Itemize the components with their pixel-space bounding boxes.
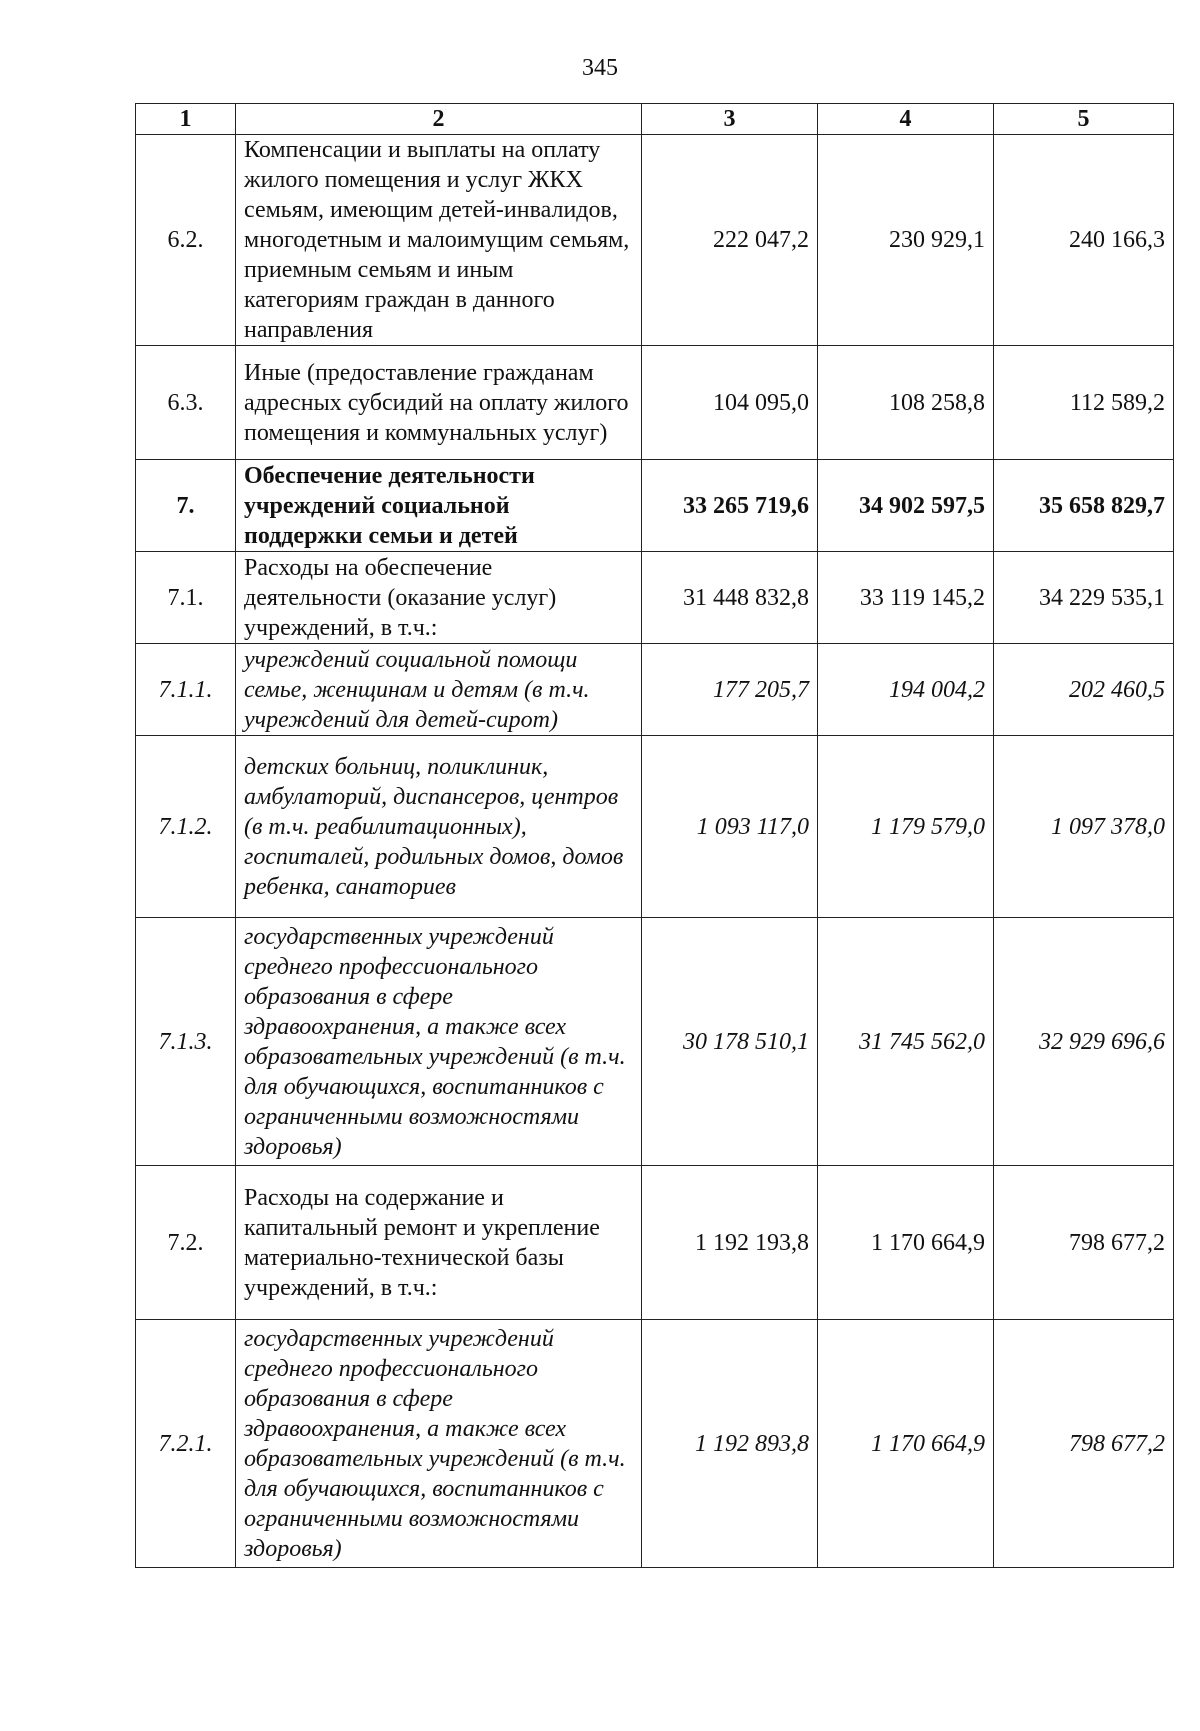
row-code: 7.2.1. bbox=[136, 1320, 236, 1568]
row-value-3: 177 205,7 bbox=[642, 644, 818, 736]
header-col-5: 5 bbox=[994, 104, 1174, 135]
row-value-3: 1 192 893,8 bbox=[642, 1320, 818, 1568]
table-row bbox=[136, 644, 1174, 736]
row-description: детских больниц, поликлиник, амбулаторий, диспансеров, центров (в т.ч. реабилитационных), госпиталей, родильных домов, домов ребенка, санаториев bbox=[236, 736, 642, 918]
row-value-5: 798 677,2 bbox=[994, 1320, 1174, 1568]
row-value-3: 31 448 832,8 bbox=[642, 552, 818, 644]
row-value-4: 33 119 145,2 bbox=[818, 552, 994, 644]
row-description: государственных учреждений среднего профессионального образования в сфере здравоохранения, а также всех образовательных учреждений (в т.ч. для обучающихся, воспитанников с ограниченными возможностями здоровья) bbox=[236, 1320, 642, 1568]
row-description: Обеспечение деятельности учреждений социальной поддержки семьи и детей bbox=[236, 460, 642, 552]
table-row bbox=[136, 1320, 1174, 1568]
row-description: Компенсации и выплаты на оплату жилого помещения и услуг ЖКХ семьям, имеющим детей-инвалидов, многодетным и малоимущим семьям, приемным семьям и иным категориям граждан в данного направления bbox=[236, 135, 642, 346]
row-value-4: 1 170 664,9 bbox=[818, 1166, 994, 1320]
row-value-3: 104 095,0 bbox=[642, 346, 818, 460]
page-number: 345 bbox=[582, 55, 618, 81]
row-value-3: 1 192 193,8 bbox=[642, 1166, 818, 1320]
budget-table bbox=[135, 103, 1174, 1568]
table-row bbox=[136, 918, 1174, 1166]
row-description: государственных учреждений среднего профессионального образования в сфере здравоохранения, а также всех образовательных учреждений (в т.ч. для обучающихся, воспитанников с ограниченными возможностями здоровья) bbox=[236, 918, 642, 1166]
table-row bbox=[136, 346, 1174, 460]
table-row bbox=[136, 135, 1174, 346]
table-row bbox=[136, 736, 1174, 918]
row-code: 7.1.3. bbox=[136, 918, 236, 1166]
row-description: Расходы на содержание и капитальный ремонт и укрепление материально-технической базы учреждений, в т.ч.: bbox=[236, 1166, 642, 1320]
table-header bbox=[136, 104, 1174, 135]
table-body bbox=[136, 135, 1174, 1568]
row-code: 7.2. bbox=[136, 1166, 236, 1320]
header-col-2: 2 bbox=[236, 104, 642, 135]
row-value-4: 108 258,8 bbox=[818, 346, 994, 460]
row-value-5: 202 460,5 bbox=[994, 644, 1174, 736]
header-col-4: 4 bbox=[818, 104, 994, 135]
row-value-3: 222 047,2 bbox=[642, 135, 818, 346]
table-row bbox=[136, 1166, 1174, 1320]
table-row bbox=[136, 552, 1174, 644]
header-col-3: 3 bbox=[642, 104, 818, 135]
row-value-5: 240 166,3 bbox=[994, 135, 1174, 346]
table-row bbox=[136, 460, 1174, 552]
row-value-3: 33 265 719,6 bbox=[642, 460, 818, 552]
row-value-5: 112 589,2 bbox=[994, 346, 1174, 460]
row-code: 6.3. bbox=[136, 346, 236, 460]
row-value-4: 194 004,2 bbox=[818, 644, 994, 736]
header-col-1: 1 bbox=[136, 104, 236, 135]
row-value-4: 1 170 664,9 bbox=[818, 1320, 994, 1568]
row-value-3: 30 178 510,1 bbox=[642, 918, 818, 1166]
row-description: учреждений социальной помощи семье, женщинам и детям (в т.ч. учреждений для детей-сирот) bbox=[236, 644, 642, 736]
row-code: 7.1. bbox=[136, 552, 236, 644]
header-row bbox=[136, 104, 1174, 135]
row-value-5: 34 229 535,1 bbox=[994, 552, 1174, 644]
row-value-5: 798 677,2 bbox=[994, 1166, 1174, 1320]
row-code: 7.1.1. bbox=[136, 644, 236, 736]
row-value-5: 1 097 378,0 bbox=[994, 736, 1174, 918]
row-value-4: 31 745 562,0 bbox=[818, 918, 994, 1166]
row-value-3: 1 093 117,0 bbox=[642, 736, 818, 918]
row-description: Иные (предоставление гражданам адресных субсидий на оплату жилого помещения и коммунальных услуг) bbox=[236, 346, 642, 460]
row-value-5: 32 929 696,6 bbox=[994, 918, 1174, 1166]
row-value-4: 34 902 597,5 bbox=[818, 460, 994, 552]
row-value-4: 230 929,1 bbox=[818, 135, 994, 346]
row-description: Расходы на обеспечение деятельности (оказание услуг) учреждений, в т.ч.: bbox=[236, 552, 642, 644]
row-code: 7. bbox=[136, 460, 236, 552]
row-value-4: 1 179 579,0 bbox=[818, 736, 994, 918]
row-code: 7.1.2. bbox=[136, 736, 236, 918]
row-value-5: 35 658 829,7 bbox=[994, 460, 1174, 552]
row-code: 6.2. bbox=[136, 135, 236, 346]
